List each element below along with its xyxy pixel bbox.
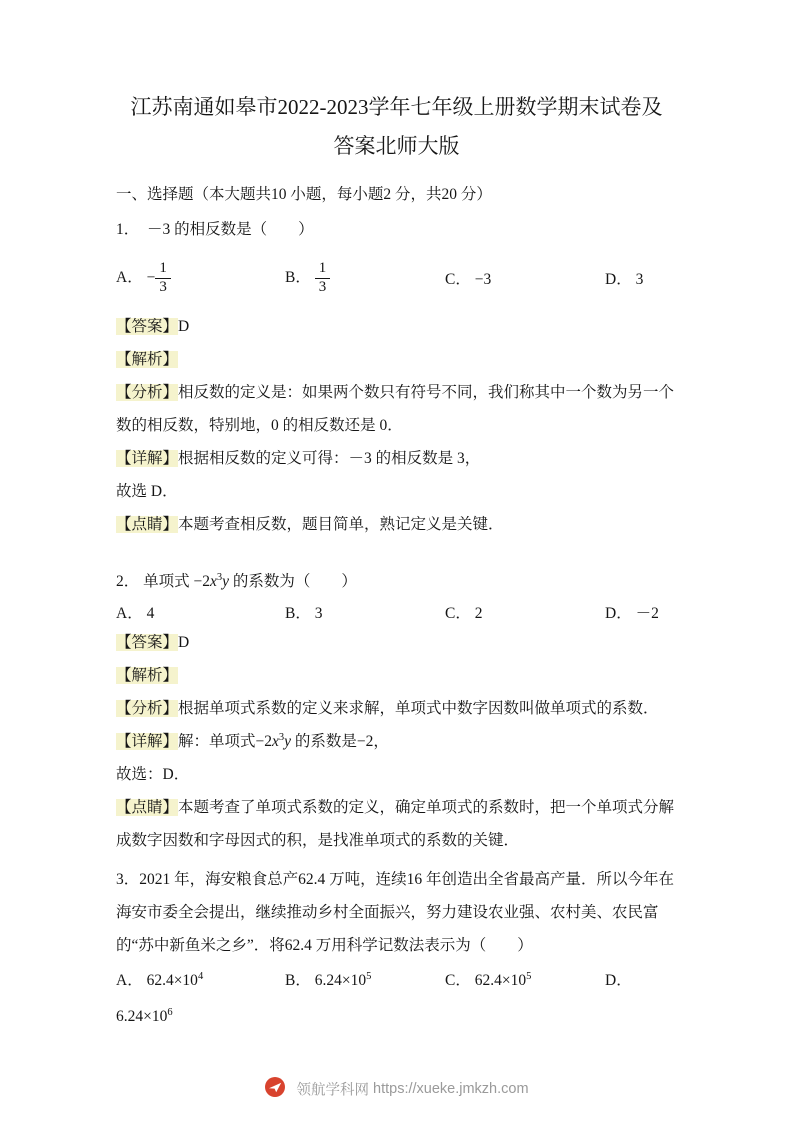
q2-option-b: B． 3 (285, 605, 323, 622)
q3-option-d-value: $6.24\times 10^6$ (116, 1006, 173, 1025)
q2-dianjing-label: 【点睛】 (116, 799, 179, 816)
q1-fenxi-line (116, 376, 677, 442)
footer-link[interactable]: https://xueke.jmkzh.com (373, 1081, 529, 1097)
q1-jiexi-label: 【解析】 (116, 351, 179, 368)
q1-dianjing-text: 本题考查相反数，题目简单，熟记定义是关键． (178, 516, 504, 533)
q1-option-a: A． − $\frac{1}{3}$ (116, 261, 285, 296)
q2-options (116, 601, 677, 623)
q2-fenxi-label: 【分析】 (116, 700, 179, 717)
q1-stem: 1． －3 的相反数是（ ） (116, 221, 314, 238)
q2-option-c: C． 2 (445, 605, 483, 622)
q2-xiangjie-label: 【详解】 (116, 733, 179, 750)
q2-answer-line (116, 626, 677, 659)
q1-option-b: B． $\frac{1}{3}$ (285, 261, 445, 296)
q1-xiangjie-text: 根据相反数的定义可得：－3 的相反数是 3， (178, 450, 481, 467)
page-footer (0, 1076, 793, 1102)
site-logo-icon (264, 1076, 286, 1102)
q3-option-a: A． $62.4\times 10^4$ (116, 970, 204, 989)
q2-fenxi-text: 根据单项式系数的定义来求解，单项式中数字因数叫做单项式的系数． (178, 700, 659, 717)
q3-option-c: C． $62.4\times 10^5$ (445, 970, 532, 989)
q1-option-c: C． −3 (445, 271, 492, 288)
section-heading: 一、选择题（本大题共10 小题，每小题2 分，共20 分） (116, 186, 492, 203)
q3-option-d: D． (605, 972, 632, 989)
q2-xiangjie-line (116, 725, 677, 758)
q1-answer-line (116, 310, 677, 343)
q1-dianjing-line (116, 508, 677, 541)
q2-fenxi-line (116, 692, 677, 725)
q1-xiangjie-line (116, 442, 677, 475)
q1-fenxi-label: 【分析】 (116, 384, 179, 401)
q2-jiexi-line (116, 659, 677, 692)
q2-option-d: D． －2 (605, 605, 659, 622)
title-line-1: 江苏南通如皋市2022-2023学年七年级上册数学期末试卷及 (130, 95, 663, 119)
q1-answer-value: D (178, 318, 190, 335)
page-title (116, 88, 677, 166)
q2-answer-label: 【答案】 (116, 634, 179, 651)
q1-xiangjie-label: 【详解】 (116, 450, 179, 467)
q2-answer-value: D (178, 634, 190, 651)
q2-conclusion: 故选：D． (116, 766, 190, 783)
q1-jiexi-line (116, 343, 677, 376)
q1-fenxi-text: 相反数的定义是：如果两个数只有符号不同，我们称其中一个数为另一个数的相反数，特别地，0 的相反数还是 0． (116, 384, 675, 434)
footer-site-name: 领航学科网 (296, 1082, 369, 1099)
q1-options (116, 249, 677, 307)
q1-conclusion: 故选 D． (116, 483, 178, 500)
q2-stem: 2． 单项式 $-2x^3y$ 的系数为（ ） (116, 571, 357, 590)
q2-dianjing-line (116, 791, 677, 857)
q3-options (116, 968, 677, 990)
q3-option-b: B． $6.24\times 10^5$ (285, 970, 372, 989)
q2-option-a: A． 4 (116, 605, 155, 622)
q2-dianjing-text: 本题考查了单项式系数的定义，确定单项式的系数时，把一个单项式分解成数字因数和字母因式的积，是找准单项式的系数的关键． (116, 799, 675, 849)
title-line-2: 答案北师大版 (333, 134, 460, 158)
q1-dianjing-label: 【点睛】 (116, 516, 179, 533)
q3-stem: 3．2021 年，海安粮食总产62.4 万吨，连续16 年创造出全省最高产量．所以今年在海安市委全会提出，继续推动乡村全面振兴，努力建设农业强、农村美、农民富的“苏中新鱼米之乡”．将62.4 万用科学记数法表示为（ ） (116, 871, 675, 954)
q2-xiangjie-text: 解：单项式$-2x^3y$ 的系数是−2， (178, 731, 389, 750)
q1-option-d: D． 3 (605, 271, 644, 288)
q2-jiexi-label: 【解析】 (116, 667, 179, 684)
q1-answer-label: 【答案】 (116, 318, 179, 335)
